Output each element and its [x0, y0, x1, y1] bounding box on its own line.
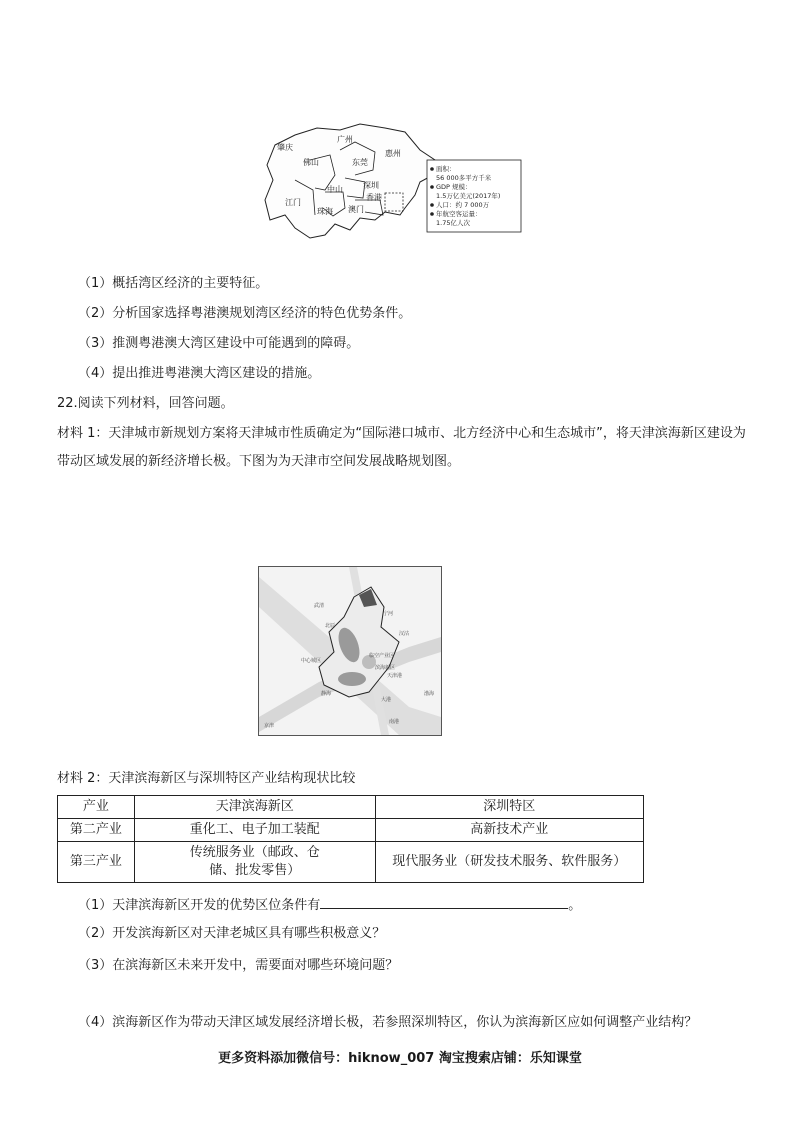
q22-question-3: （3）在滨海新区未来开发中，需要面对哪些环境问题？ — [78, 958, 399, 973]
map-city-label: 深圳 — [363, 181, 379, 190]
legend-text: 面积： — [436, 165, 456, 173]
map-city-label: 中山 — [327, 185, 343, 194]
map2-label: 南港 — [389, 719, 400, 725]
map2-label: 静海 — [321, 691, 332, 697]
map-city-label: 肇庆 — [277, 143, 293, 152]
map-city-label: 东莞 — [352, 158, 368, 167]
table-row — [58, 819, 644, 842]
map2-label: 大港 — [381, 697, 392, 703]
q21-question-4: （4）提出推进粤港澳大湾区建设的措施。 — [78, 366, 321, 381]
table-cell: 传统服务业（邮政、仓储、批发零售） — [134, 842, 375, 883]
q22-question-4: （4）滨海新区作为带动天津区域发展经济增长极，若参照深圳特区，你认为滨海新区应如何调整产业结构？ — [78, 1015, 698, 1030]
map2-label: 临空产业区 — [369, 653, 395, 659]
table-header-cell: 产业 — [58, 796, 135, 819]
map2-label: 滨海新区 — [375, 665, 396, 671]
q21-question-3: （3）推测粤港澳大湾区建设中可能遇到的障碍。 — [78, 336, 360, 351]
map2-label: 北辰 — [325, 623, 336, 629]
legend-text: 1.75亿人次 — [436, 219, 470, 227]
table-cell: 第三产业 — [58, 842, 135, 883]
table-header-row — [58, 796, 644, 819]
q22-question-2: （2）开发滨海新区对天津老城区具有哪些积极意义？ — [78, 926, 386, 941]
greater-bay-area-map — [255, 120, 525, 250]
map-city-label: 江门 — [285, 198, 301, 207]
map-city-label: 珠海 — [317, 207, 333, 216]
map2-label: 渤海 — [424, 691, 435, 697]
map2-label: 京津 — [264, 723, 275, 729]
table-header-cell: 深圳特区 — [375, 796, 643, 819]
q21-question-2: （2）分析国家选择粤港澳规划湾区经济的特色优势条件。 — [78, 306, 412, 321]
map2-label: 武清 — [314, 603, 325, 609]
map2-label: 宁河 — [383, 611, 394, 617]
q21-question-1: （1）概括湾区经济的主要特征。 — [78, 276, 269, 291]
q22-question-1 — [78, 894, 581, 916]
q22-material-2: 材料 2：天津滨海新区与深圳特区产业结构现状比较 — [57, 771, 356, 786]
table-cell: 高新技术产业 — [375, 819, 643, 842]
legend-text: GDP 规模： — [436, 183, 472, 191]
legend-text: 1.5万亿美元(2017年) — [436, 192, 501, 200]
answer-blank[interactable] — [320, 894, 568, 909]
q22-question-1-text: （1）天津滨海新区开发的优势区位条件有 — [78, 898, 321, 913]
tianjin-spatial-plan-map — [258, 566, 442, 736]
q22-heading: 22.阅读下列材料，回答问题。 — [57, 396, 234, 411]
map-city-label: 惠州 — [385, 149, 401, 158]
map-city-label: 佛山 — [303, 158, 319, 167]
map-city-label: 澳门 — [348, 205, 364, 214]
footer-note: 更多资料添加微信号：hiknow_007 淘宝搜索店铺：乐知课堂 — [218, 1051, 582, 1066]
q22-question-1-suffix: 。 — [568, 898, 582, 913]
map2-label: 天津港 — [387, 673, 403, 679]
map-city-label: 广州 — [337, 135, 353, 144]
q22-material-1: 材料 1：天津城市新规划方案将天津城市性质确定为“国际港口城市、北方经济中心和生态城市”，将天津滨海新区建设为带动区域发展的新经济增长极。下图为为天津市空间发展战略规划图。 — [57, 426, 746, 469]
table-header-cell: 天津滨海新区 — [134, 796, 375, 819]
legend-text: 年航空客运量： — [436, 210, 482, 218]
map2-label: 中心城区 — [301, 658, 322, 664]
table-cell: 重化工、电子加工装配 — [134, 819, 375, 842]
map-city-label: 香港 — [366, 193, 382, 202]
legend-text: 56 000多平方千米 — [436, 174, 492, 182]
map2-label: 汉沽 — [399, 631, 410, 637]
industry-comparison-table — [57, 795, 644, 883]
legend-text: 人口：约 7 000万 — [436, 201, 490, 209]
table-cell: 现代服务业（研发技术服务、软件服务） — [375, 842, 643, 883]
table-cell: 第二产业 — [58, 819, 135, 842]
table-row — [58, 842, 644, 883]
